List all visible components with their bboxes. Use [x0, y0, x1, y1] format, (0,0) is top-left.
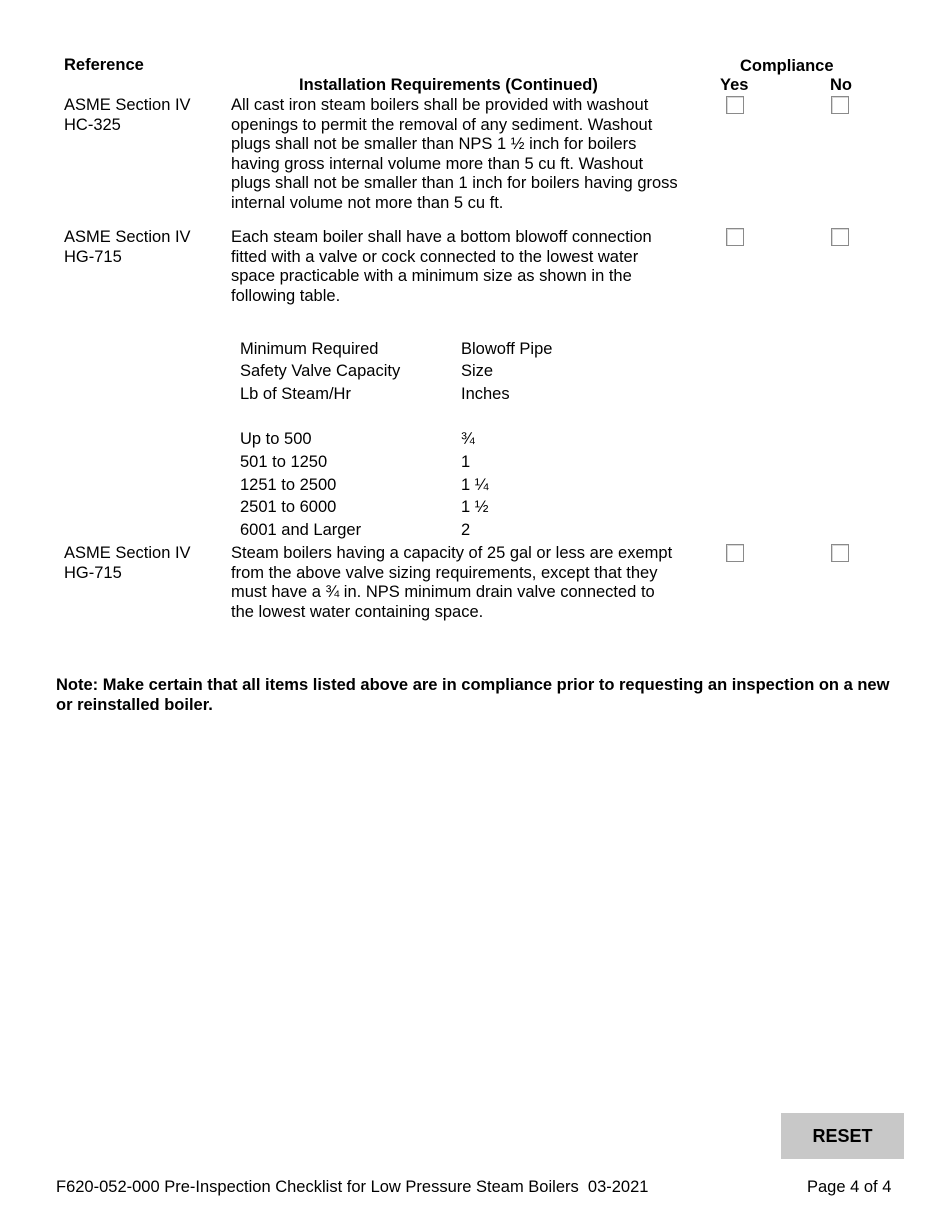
item-1-ref-code: ASME Section IV [64, 96, 191, 114]
table-row-size: ¾ [461, 430, 475, 448]
item-2-requirement: Each steam boiler shall have a bottom blowoff connection fitted with a valve or cock connected to the lowest water space practicable with a minimum size as shown in the following table. [231, 228, 652, 305]
yes-column-heading: Yes [720, 76, 749, 94]
table-row-size: 2 [461, 521, 471, 539]
reference-heading: Reference [64, 56, 144, 74]
item-1-yes-checkbox[interactable] [726, 96, 744, 114]
table-header-col1-line2: Safety Valve Capacity [240, 362, 401, 380]
table-row-size: 1 ½ [461, 498, 489, 516]
item-1-no-checkbox[interactable] [831, 96, 849, 114]
item-3-no-checkbox[interactable] [831, 544, 849, 562]
table-row-size: 1 ¼ [461, 476, 489, 494]
item-2-ref-section: HG-715 [64, 247, 122, 266]
table-row-capacity: 501 to 1250 [240, 453, 328, 471]
table-header-col2-line1: Blowoff Pipe [461, 340, 553, 358]
table-header-col1-line3: Lb of Steam/Hr [240, 385, 351, 403]
compliance-heading: Compliance [740, 57, 834, 75]
item-3-ref-section: HG-715 [64, 563, 122, 582]
table-row-capacity: Up to 500 [240, 430, 312, 448]
table-header-col1-line1: Minimum Required [240, 340, 379, 358]
item-3-ref-code: ASME Section IV [64, 544, 191, 562]
item-2-no-checkbox[interactable] [831, 228, 849, 246]
footer-page-number: Page 4 of 4 [807, 1178, 892, 1196]
section-title: Installation Requirements (Continued) [299, 76, 598, 94]
item-2-reference [64, 228, 224, 267]
compliance-note: Note: Make certain that all items listed above are in compliance prior to requesting an inspection on a new or reinstalled boiler. [56, 676, 890, 714]
table-row-size: 1 [461, 453, 471, 471]
table-header-col2-line2: Size [461, 362, 494, 380]
table-row-capacity: 2501 to 6000 [240, 498, 337, 516]
item-1-reference [64, 96, 224, 135]
item-2-ref-code: ASME Section IV [64, 228, 191, 246]
item-2-yes-checkbox[interactable] [726, 228, 744, 246]
table-row-capacity: 6001 and Larger [240, 521, 362, 539]
footer-form-title: F620-052-000 Pre-Inspection Checklist for Low Pressure Steam Boilers 03-2021 [56, 1178, 649, 1196]
item-3-yes-checkbox[interactable] [726, 544, 744, 562]
reset-button[interactable]: RESET [781, 1113, 904, 1159]
table-header-col2-line3: Inches [461, 385, 510, 403]
table-row-capacity: 1251 to 2500 [240, 476, 337, 494]
no-column-heading: No [830, 76, 852, 94]
item-1-requirement: All cast iron steam boilers shall be provided with washout openings to permit the removal of any sediment. Washout plugs shall not be smaller than NPS 1 ½ inch for boilers having gross internal volume more than 5 cu ft. Washout plugs shall not be smaller than 1 inch for boilers having gross internal volume not more than 5 cu ft. [231, 96, 678, 212]
item-3-requirement: Steam boilers having a capacity of 25 gal or less are exempt from the above valve sizing requirements, except that they must have a ¾ in. NPS minimum drain valve connected to the lowest water containing space. [231, 544, 673, 621]
item-1-ref-section: HC-325 [64, 115, 121, 134]
item-3-reference [64, 544, 224, 583]
